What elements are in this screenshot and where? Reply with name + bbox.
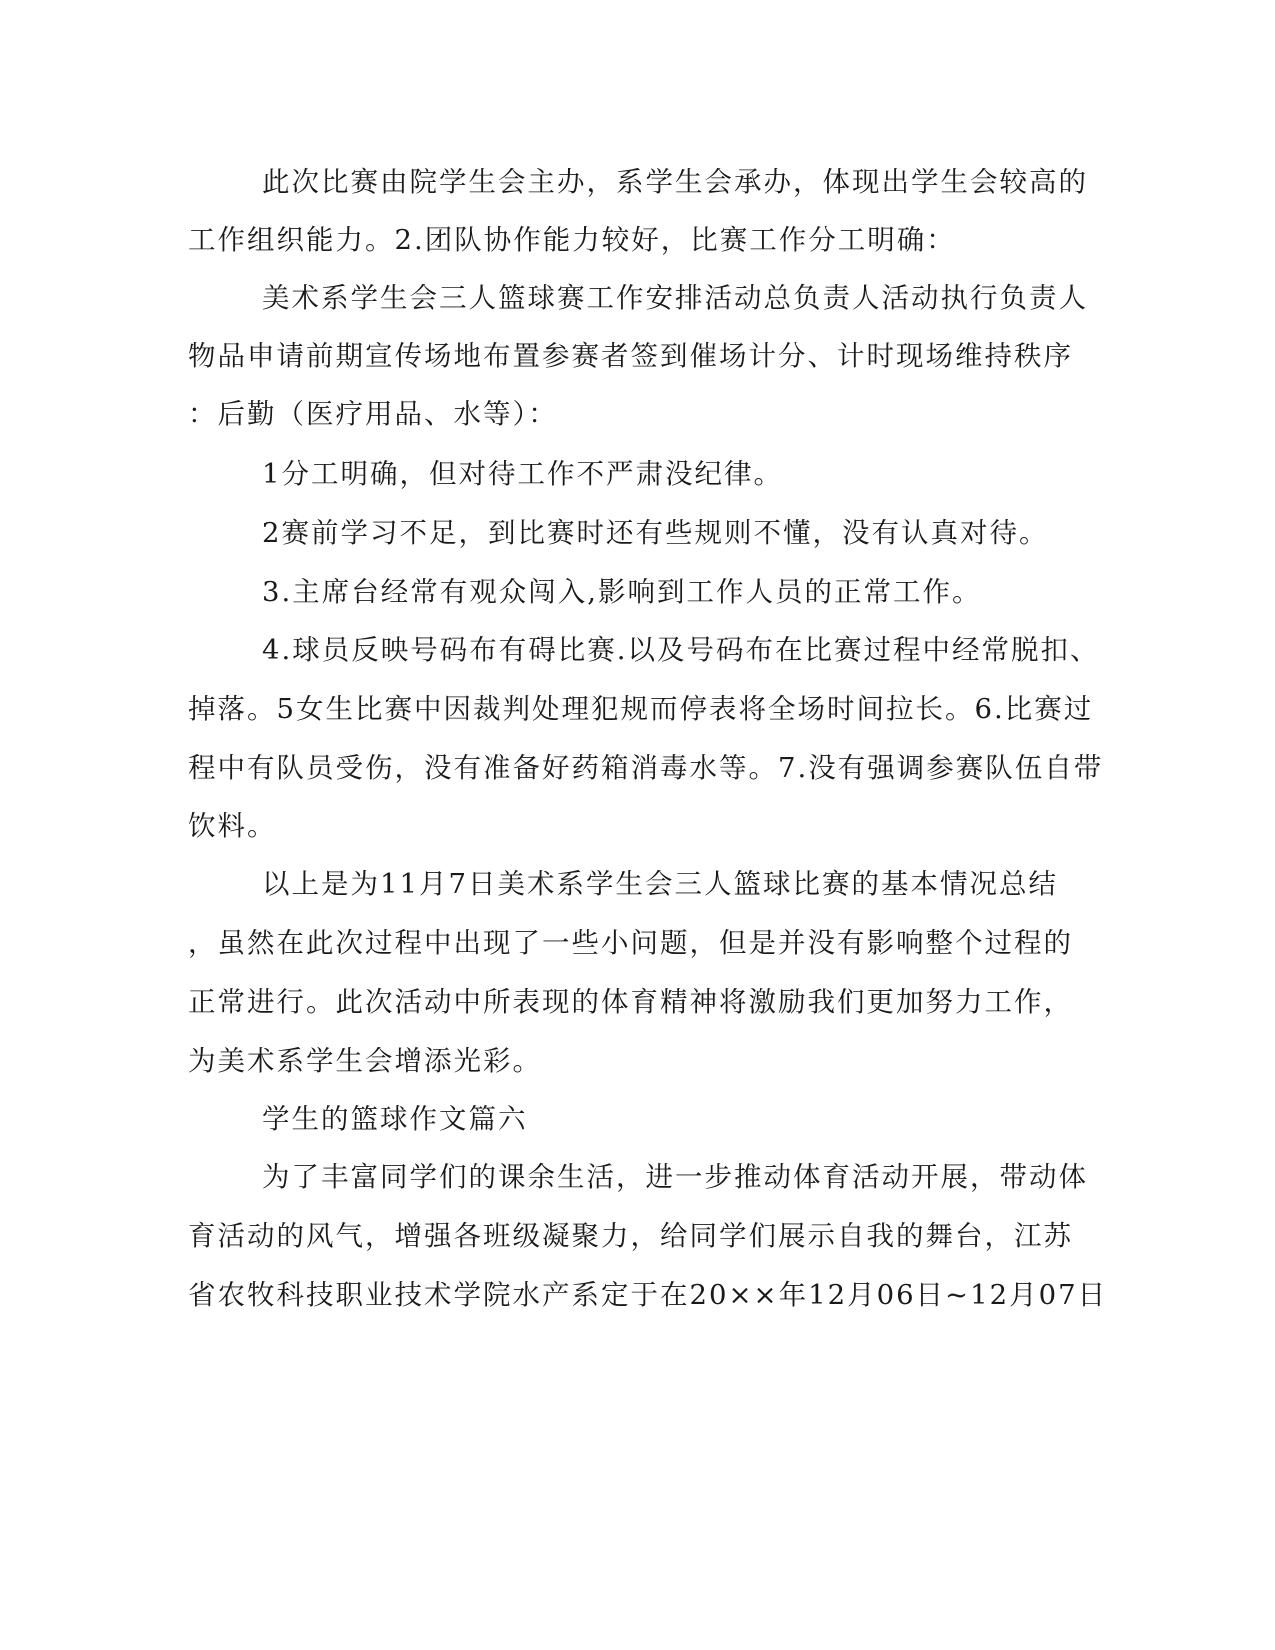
text-line-13: 以上是为11月7日美术系学生会三人篮球比赛的基本情况总结 bbox=[262, 868, 1058, 900]
text-line-8: 3.主席台经常有观众闯入,影响到工作人员的正常工作。 bbox=[262, 576, 982, 608]
text-line-18: 为了丰富同学们的课余生活，进一步推动体育活动开展，带动体 bbox=[262, 1161, 1088, 1193]
text-line-16: 为美术系学生会增添光彩。 bbox=[188, 1045, 542, 1077]
section-heading: 学生的篮球作文篇六 bbox=[262, 1103, 528, 1135]
text-line-4: 物品申请前期宣传场地布置参赛者签到催场计分、计时现场维持秩序 bbox=[188, 340, 1073, 372]
text-line-2: 工作组织能力。2.团队协作能力较好，比赛工作分工明确： bbox=[188, 224, 956, 256]
text-line-3: 美术系学生会三人篮球赛工作安排活动总负责人活动执行负责人 bbox=[262, 282, 1088, 314]
text-line-10: 掉落。5女生比赛中因裁判处理犯规而停表将全场时间拉长。6.比赛过 bbox=[188, 693, 1094, 725]
text-line-5: ：后勤（医疗用品、水等）： bbox=[188, 398, 558, 430]
text-line-11: 程中有队员受伤，没有准备好药箱消毒水等。7.没有强调参赛队伍自带 bbox=[188, 752, 1104, 784]
text-line-7: 2赛前学习不足，到比赛时还有些规则不懂，没有认真对待。 bbox=[262, 517, 1049, 549]
text-line-14: ，虽然在此次过程中出现了一些小问题，但是并没有影响整个过程的 bbox=[188, 927, 1073, 959]
text-line-15: 正常进行。此次活动中所表现的体育精神将激励我们更加努力工作， bbox=[188, 986, 1073, 1018]
text-line-20: 省农牧科技职业技术学院水产系定于在20××年12月06日~12月07日 bbox=[188, 1279, 1108, 1311]
text-line-12: 饮料。 bbox=[188, 810, 277, 842]
text-line-19: 育活动的风气，增强各班级凝聚力，给同学们展示自我的舞台，江苏 bbox=[188, 1220, 1073, 1252]
text-line-9: 4.球员反映号码布有碍比赛.以及号码布在比赛过程中经常脱扣、 bbox=[262, 634, 1100, 666]
text-line-6: 1分工明确，但对待工作不严肃没纪律。 bbox=[262, 458, 783, 490]
text-line-1: 此次比赛由院学生会主办，系学生会承办，体现出学生会较高的 bbox=[262, 166, 1088, 198]
